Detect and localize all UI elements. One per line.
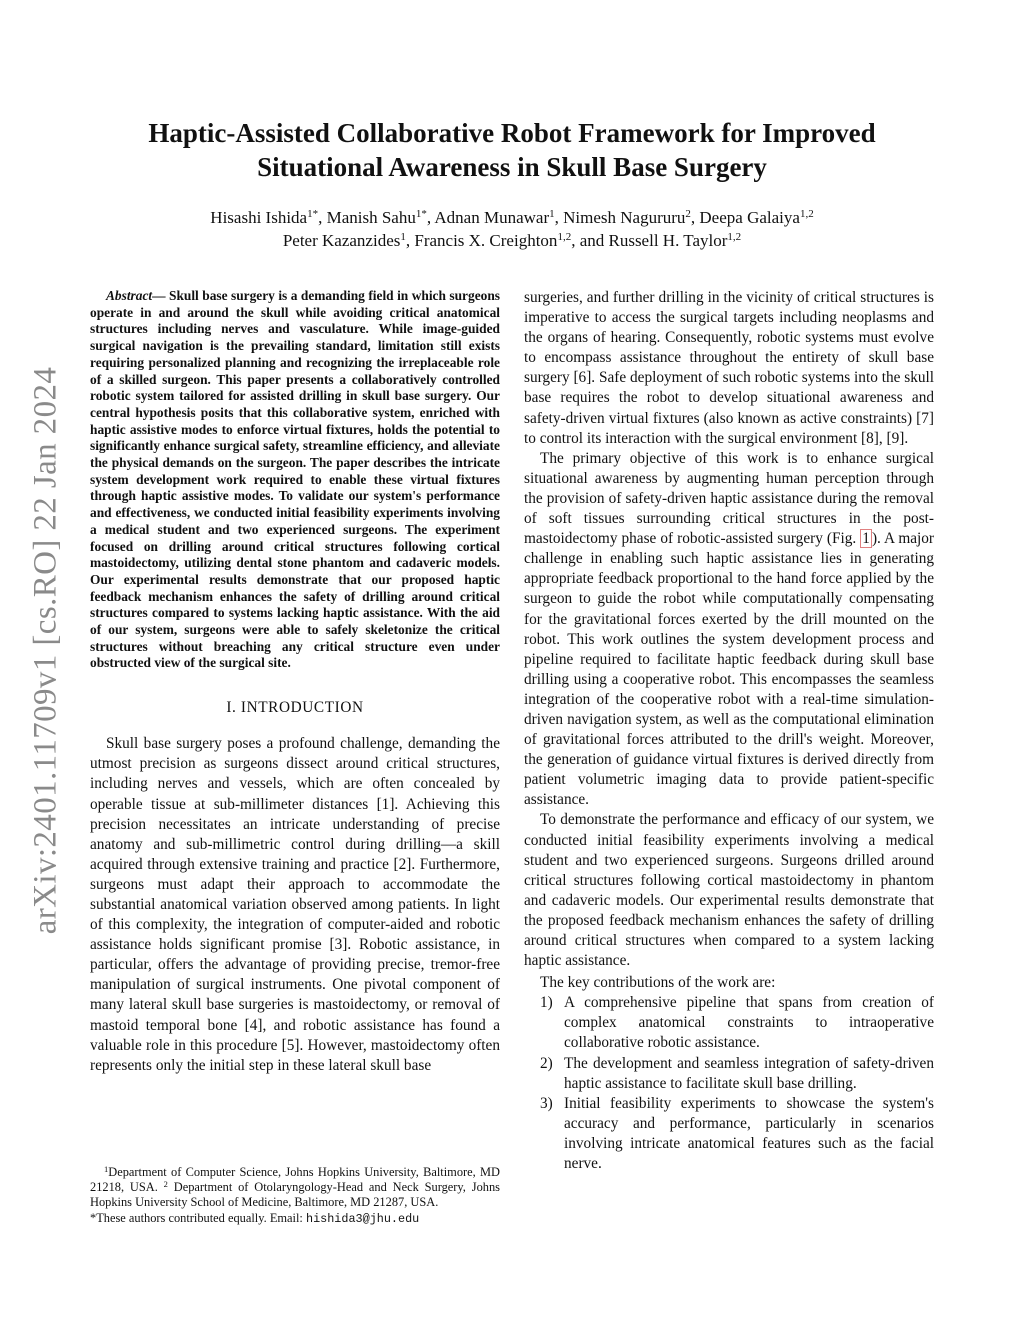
contributions-intro: The key contributions of the work are:: [540, 974, 776, 992]
paper-title-line-1: Haptic-Assisted Collaborative Robot Framework for Improved: [148, 118, 876, 148]
abstract-label: Abstract: [106, 288, 153, 303]
author-name: Francis X. Creighton: [414, 231, 558, 250]
author-affiliation-mark: 1: [549, 208, 555, 220]
footnote-text: *These authors contributed equally. Email:: [90, 1210, 306, 1225]
list-item-text: Initial feasibility experiments to showcase the system's accuracy and performance, particularly in scenarios involving intricate anatomical features such as the facial nerve.: [564, 1094, 934, 1173]
author-name: Deepa Galaiya: [699, 208, 800, 227]
right-column: [524, 288, 934, 1174]
footnote-text: Department of Computer Science, Johns Hopkins University, Baltimore, MD 21218, USA.: [90, 1165, 500, 1195]
arxiv-stamp: [20, 340, 72, 960]
footnote-affiliations: [90, 1165, 500, 1211]
footnote: [90, 1165, 500, 1227]
author-separator: ,: [405, 231, 415, 250]
author-name: Russell H. Taylor: [608, 231, 728, 250]
author-affiliation-mark: 1,2: [557, 231, 572, 243]
left-column: [90, 288, 500, 1076]
list-item-number: 1): [540, 994, 553, 1012]
list-item-number: 2): [540, 1054, 553, 1072]
abstract: [90, 288, 500, 672]
author-separator: , and: [571, 231, 609, 250]
footnote-equal-contribution: [90, 1211, 500, 1227]
paper-title: [100, 116, 924, 184]
author-affiliation-mark: 2: [685, 208, 691, 220]
abstract-dash: —: [152, 288, 169, 303]
list-item: [524, 1094, 934, 1174]
author-affiliation-mark: 1,2: [727, 231, 742, 243]
paragraph-text: ). A major challenge in enabling such haptic assistance lies in generating appropriate feedback proportional to the hand force applied by the surgeon to guide the robot while computationally compensating for the gravitational forces exerted by the drill mounted on the robot. This work outlines the system development process and pipeline required to facilitate haptic feedback during skull base drilling using a cooperative robot. This encompasses the seamless integration of the cooperative robot with a real-time simulation-driven navigation system, as well as the computational elimination of gravitational forces attributed to the drill's weight. Moreover, the generation of guidance virtual fixtures is derived directly from patient volumetric imaging data to provide patient-specific assistance.: [524, 530, 934, 809]
list-item: [524, 1054, 934, 1094]
author-affiliation-mark: 1: [400, 231, 406, 243]
author-line-2: [100, 229, 924, 252]
list-item-number: 3): [540, 1094, 553, 1112]
section-heading-introduction: I. INTRODUCTION: [226, 699, 364, 717]
contributions-list: [524, 993, 934, 1174]
intro-paragraph-1: Skull base surgery poses a profound challenge, demanding the utmost precision as surgeons dissect around critical structures, including nerves and vessels, which are often concealed by operable tissue at sub-millimeter distances [1]. Achieving this precision necessitates an intricate understanding of precise anatomy and sub-millimetric control during drilling—a skill acquired through extensive training and practice [2]. Furthermore, surgeons must adapt their approach to accommodate the substantial anatomical variation observed among patients. In light of this complexity, the integration of computer-aided and robotic assistance holds significant promise [3]. Robotic assistance, in particular, offers the advantage of providing precise, tremor-free manipulation of surgical instruments. One pivotal component of many lateral skull base surgeries is mastoidectomy, or removal of mastoid temporal bone [4], and robotic assistance has found a valuable role in this procedure [5]. However, mastoidectomy often represents only the initial step in these lateral skull base: [90, 735, 500, 1074]
author-name: Nimesh Nagururu: [563, 208, 686, 227]
list-item: [524, 993, 934, 1053]
author-separator: ,: [690, 208, 700, 227]
author-name: Hisashi Ishida: [210, 208, 308, 227]
abstract-text: Skull base surgery is a demanding field in which surgeons operate in and around the skull while avoiding critical anatomical structures including nerves and vasculature. While image-guided surgical navigation is the prevailing standard, limitation still exists requiring personalized planning and recognizing the irreplaceable role of a skilled surgeon. This paper presents a collaboratively controlled robotic system tailored for assisted drilling in skull base surgery. Our central hypothesis posits that this collaborative system, enriched with haptic assistive modes to enforce virtual fixtures, holds the potential to significantly enhance surgical safety, streamline efficiency, and alleviate the physical demands on the surgeon. The paper describes the intricate system development work required to enable these virtual fixtures through haptic assistive modes. To validate our system's performance and effectiveness, we conducted initial feasibility experiments involving a medical student and two experienced surgeons. The experiment focused on drilling around critical structures following cortical mastoidectomy, utilizing dental stone phantom and cadaveric models. Our experimental results demonstrate that our proposed haptic feedback mechanism enhances the safety of drilling around critical structures compared to systems lacking haptic assistance. With the aid of our system, surgeons were able to safely skeletonize the critical structures without breaching any critical structure even under obstructed view of the surgical site.: [90, 288, 500, 671]
footnote-mark: 1: [104, 1164, 109, 1174]
author-name: Manish Sahu: [326, 208, 416, 227]
intro-paragraph-3: [524, 449, 934, 811]
author-name: Adnan Munawar: [434, 208, 550, 227]
author-separator: ,: [554, 208, 564, 227]
author-affiliation-mark: 1*: [307, 208, 319, 220]
list-item-text: The development and seamless integration of safety-driven haptic assistance to facilitate skull base drilling.: [564, 1054, 934, 1092]
intro-paragraph-4: To demonstrate the performance and efficacy of our system, we conducted initial feasibility experiments involving a medical student and two experienced surgeons. Surgeons drilled around critical structures following cortical mastoidectomy in phantom and cadaveric models. Our experimental results demonstrate that the proposed feedback mechanism enhances the safety of drilling around critical structures when compared to a system lacking haptic assistance.: [524, 811, 934, 970]
paragraph-text: The primary objective of this work is to enhance surgical situational awareness by augmenting human perception through the provision of safety-driven haptic assistance during the removal of soft tissues surrounding critical structures in the post-mastoidectomy phase of robotic-assisted surgery (Fig.: [524, 449, 934, 548]
author-email: hishida3@jhu.edu: [305, 1211, 420, 1226]
author-list: [100, 206, 924, 252]
list-item-text: A comprehensive pipeline that spans from creation of complex anatomical constraints to intraoperative collaborative robotic assistance.: [564, 994, 934, 1052]
author-separator: ,: [426, 208, 435, 227]
figure-reference-link[interactable]: 1: [862, 530, 870, 548]
author-affiliation-mark: 1*: [415, 208, 427, 220]
arxiv-stamp-text: arXiv:2401.11709v1 [cs.RO] 22 Jan 2024: [27, 366, 64, 934]
author-affiliation-mark: 1,2: [799, 208, 814, 220]
author-name: Peter Kazanzides: [282, 231, 401, 250]
author-separator: ,: [318, 208, 327, 227]
footnote-mark: 2: [163, 1179, 168, 1190]
author-line-1: [100, 206, 924, 229]
intro-paragraph-2: surgeries, and further drilling in the vicinity of critical structures is imperative to access the surgical targets including neoplasms and the organs of hearing. Consequently, robotic systems must evolve to encompass assistance throughout the entirety of skull base surgery [6]. Safe deployment of such robotic systems into the skull base requires the robot to develop situational awareness and safety-driven virtual fixtures (also known as active constraints) [7] to control its interaction with the surgical environment [8], [9].: [524, 289, 934, 447]
paper-title-line-2: Situational Awareness in Skull Base Surgery: [257, 152, 767, 182]
footnote-text: Department of Otolaryngology-Head and Neck Surgery, Johns Hopkins University School of Medicine, Baltimore, MD 21287, USA.: [90, 1180, 500, 1210]
